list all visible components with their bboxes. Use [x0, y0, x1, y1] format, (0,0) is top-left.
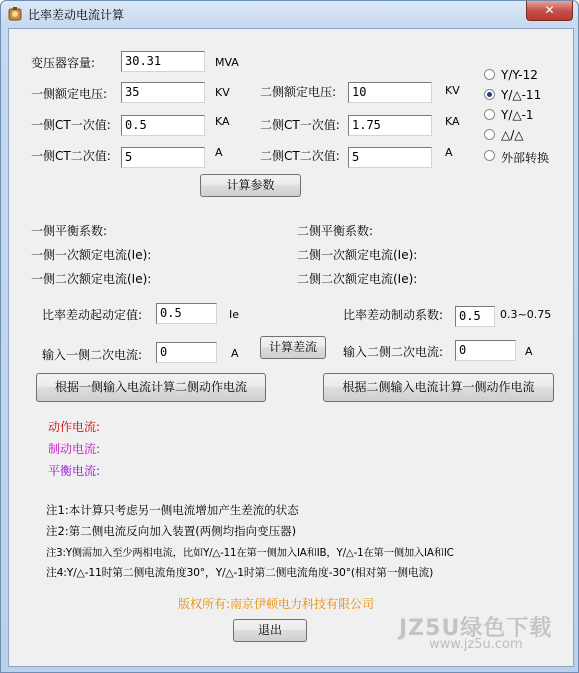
side1-ct1-unit: KA [215, 115, 230, 128]
side2-ct1-input[interactable]: 1.75 [348, 115, 432, 136]
diff-start-input[interactable]: 0.5 [156, 303, 217, 324]
watermark-url: www.jz5u.com [429, 637, 523, 652]
side1-ct1-input[interactable]: 0.5 [121, 115, 205, 136]
calc-diff-button[interactable]: 计算差流 [260, 336, 326, 359]
side1-ct2-input[interactable]: 5 [121, 147, 205, 168]
side2-primary-rated-label: 二侧一次额定电流(Ie): [297, 248, 418, 262]
close-button[interactable] [526, 1, 573, 21]
diff-brake-input[interactable]: 0.5 [455, 306, 495, 327]
radio-external-circle[interactable] [484, 150, 495, 161]
input1-field[interactable]: 0 [156, 342, 217, 363]
radio-yd1-label: Y/△-1 [501, 108, 534, 122]
radio-external-label: 外部转换 [501, 151, 550, 165]
copyright-text: 版权所有:南京伊顿电力科技有限公司 [178, 597, 375, 611]
side2-ct2-unit: A [445, 146, 453, 159]
side2-voltage-unit: KV [445, 84, 460, 97]
side1-voltage-label: 一侧额定电压: [31, 87, 108, 101]
radio-yd11-label: Y/△-11 [501, 88, 542, 102]
client-area [8, 28, 574, 667]
note-3: 注3:Y侧需加入至少两相电流，比如Y/△-11在第一侧加入IA和IB，Y/△-1在第一侧加入IA和IC [46, 547, 454, 559]
capacity-unit: MVA [215, 56, 239, 69]
diff-brake-label: 比率差动制动系数: [343, 308, 444, 322]
note-2: 注2:第二侧电流反向加入装置(两侧均指向变压器) [46, 524, 297, 538]
radio-dd-label: △/△ [501, 128, 524, 142]
capacity-label: 变压器容量: [31, 56, 96, 70]
side1-ct2-label: 一侧CT二次值: [31, 149, 111, 163]
title-bar[interactable] [1, 1, 578, 27]
diff-brake-range: 0.3~0.75 [500, 308, 552, 321]
side1-voltage-input[interactable]: 35 [121, 82, 205, 103]
action-current-label: 动作电流: [48, 420, 101, 434]
side2-balance-label: 二侧平衡系数: [297, 224, 374, 238]
input1-unit: A [231, 347, 239, 360]
side1-primary-rated-label: 一侧一次额定电流(Ie): [31, 248, 152, 262]
watermark-logo-text: JZ5U绿色下载 [399, 616, 553, 641]
side1-ct2-unit: A [215, 146, 223, 159]
radio-yy12-label: Y/Y-12 [501, 68, 538, 82]
radio-yd11-circle[interactable] [484, 89, 495, 100]
side2-voltage-label: 二侧额定电压: [260, 85, 337, 99]
window-title: 比率差动电流计算 [28, 8, 125, 22]
capacity-input[interactable]: 30.31 [121, 51, 205, 72]
input2-unit: A [525, 345, 533, 358]
diff-start-unit: Ie [229, 308, 240, 321]
side1-balance-label: 一侧平衡系数: [31, 224, 108, 238]
input1-label: 输入一侧二次电流: [42, 348, 143, 362]
radio-yy12-circle[interactable] [484, 69, 495, 80]
note-4: 注4:Y/△-11时第二侧电流角度30°，Y/△-1时第二侧电流角度-30°(相对第一侧电流) [46, 566, 434, 579]
side1-voltage-unit: KV [215, 86, 230, 99]
close-icon: ✕ [544, 3, 555, 17]
side2-ct2-label: 二侧CT二次值: [260, 149, 340, 163]
side2-voltage-input[interactable]: 10 [348, 82, 432, 103]
app-icon [7, 6, 23, 22]
side1-secondary-rated-label: 一侧二次额定电流(Ie): [31, 272, 152, 286]
side2-ct2-input[interactable]: 5 [348, 147, 432, 168]
calc-from-side1-button[interactable]: 根据一侧输入电流计算二侧动作电流 [36, 373, 266, 402]
input2-label: 输入二侧二次电流: [343, 345, 444, 359]
side2-secondary-rated-label: 二侧二次额定电流(Ie): [297, 272, 418, 286]
calc-from-side2-button[interactable]: 根据二侧输入电流计算一侧动作电流 [323, 373, 554, 402]
brake-current-label: 制动电流: [48, 442, 101, 456]
side1-ct1-label: 一侧CT一次值: [31, 118, 111, 132]
radio-dd-circle[interactable] [484, 129, 495, 140]
diff-start-label: 比率差动起动定值: [42, 308, 143, 322]
calc-params-button[interactable]: 计算参数 [200, 174, 301, 197]
exit-button[interactable]: 退出 [233, 619, 307, 642]
balance-current-label: 平衡电流: [48, 464, 101, 478]
note-1: 注1:本计算只考虑另一侧电流增加产生差流的状态 [46, 503, 299, 517]
input2-field[interactable]: 0 [455, 340, 516, 361]
radio-yd1-circle[interactable] [484, 109, 495, 120]
side2-ct1-label: 二侧CT一次值: [260, 118, 340, 132]
side2-ct1-unit: KA [445, 115, 460, 128]
